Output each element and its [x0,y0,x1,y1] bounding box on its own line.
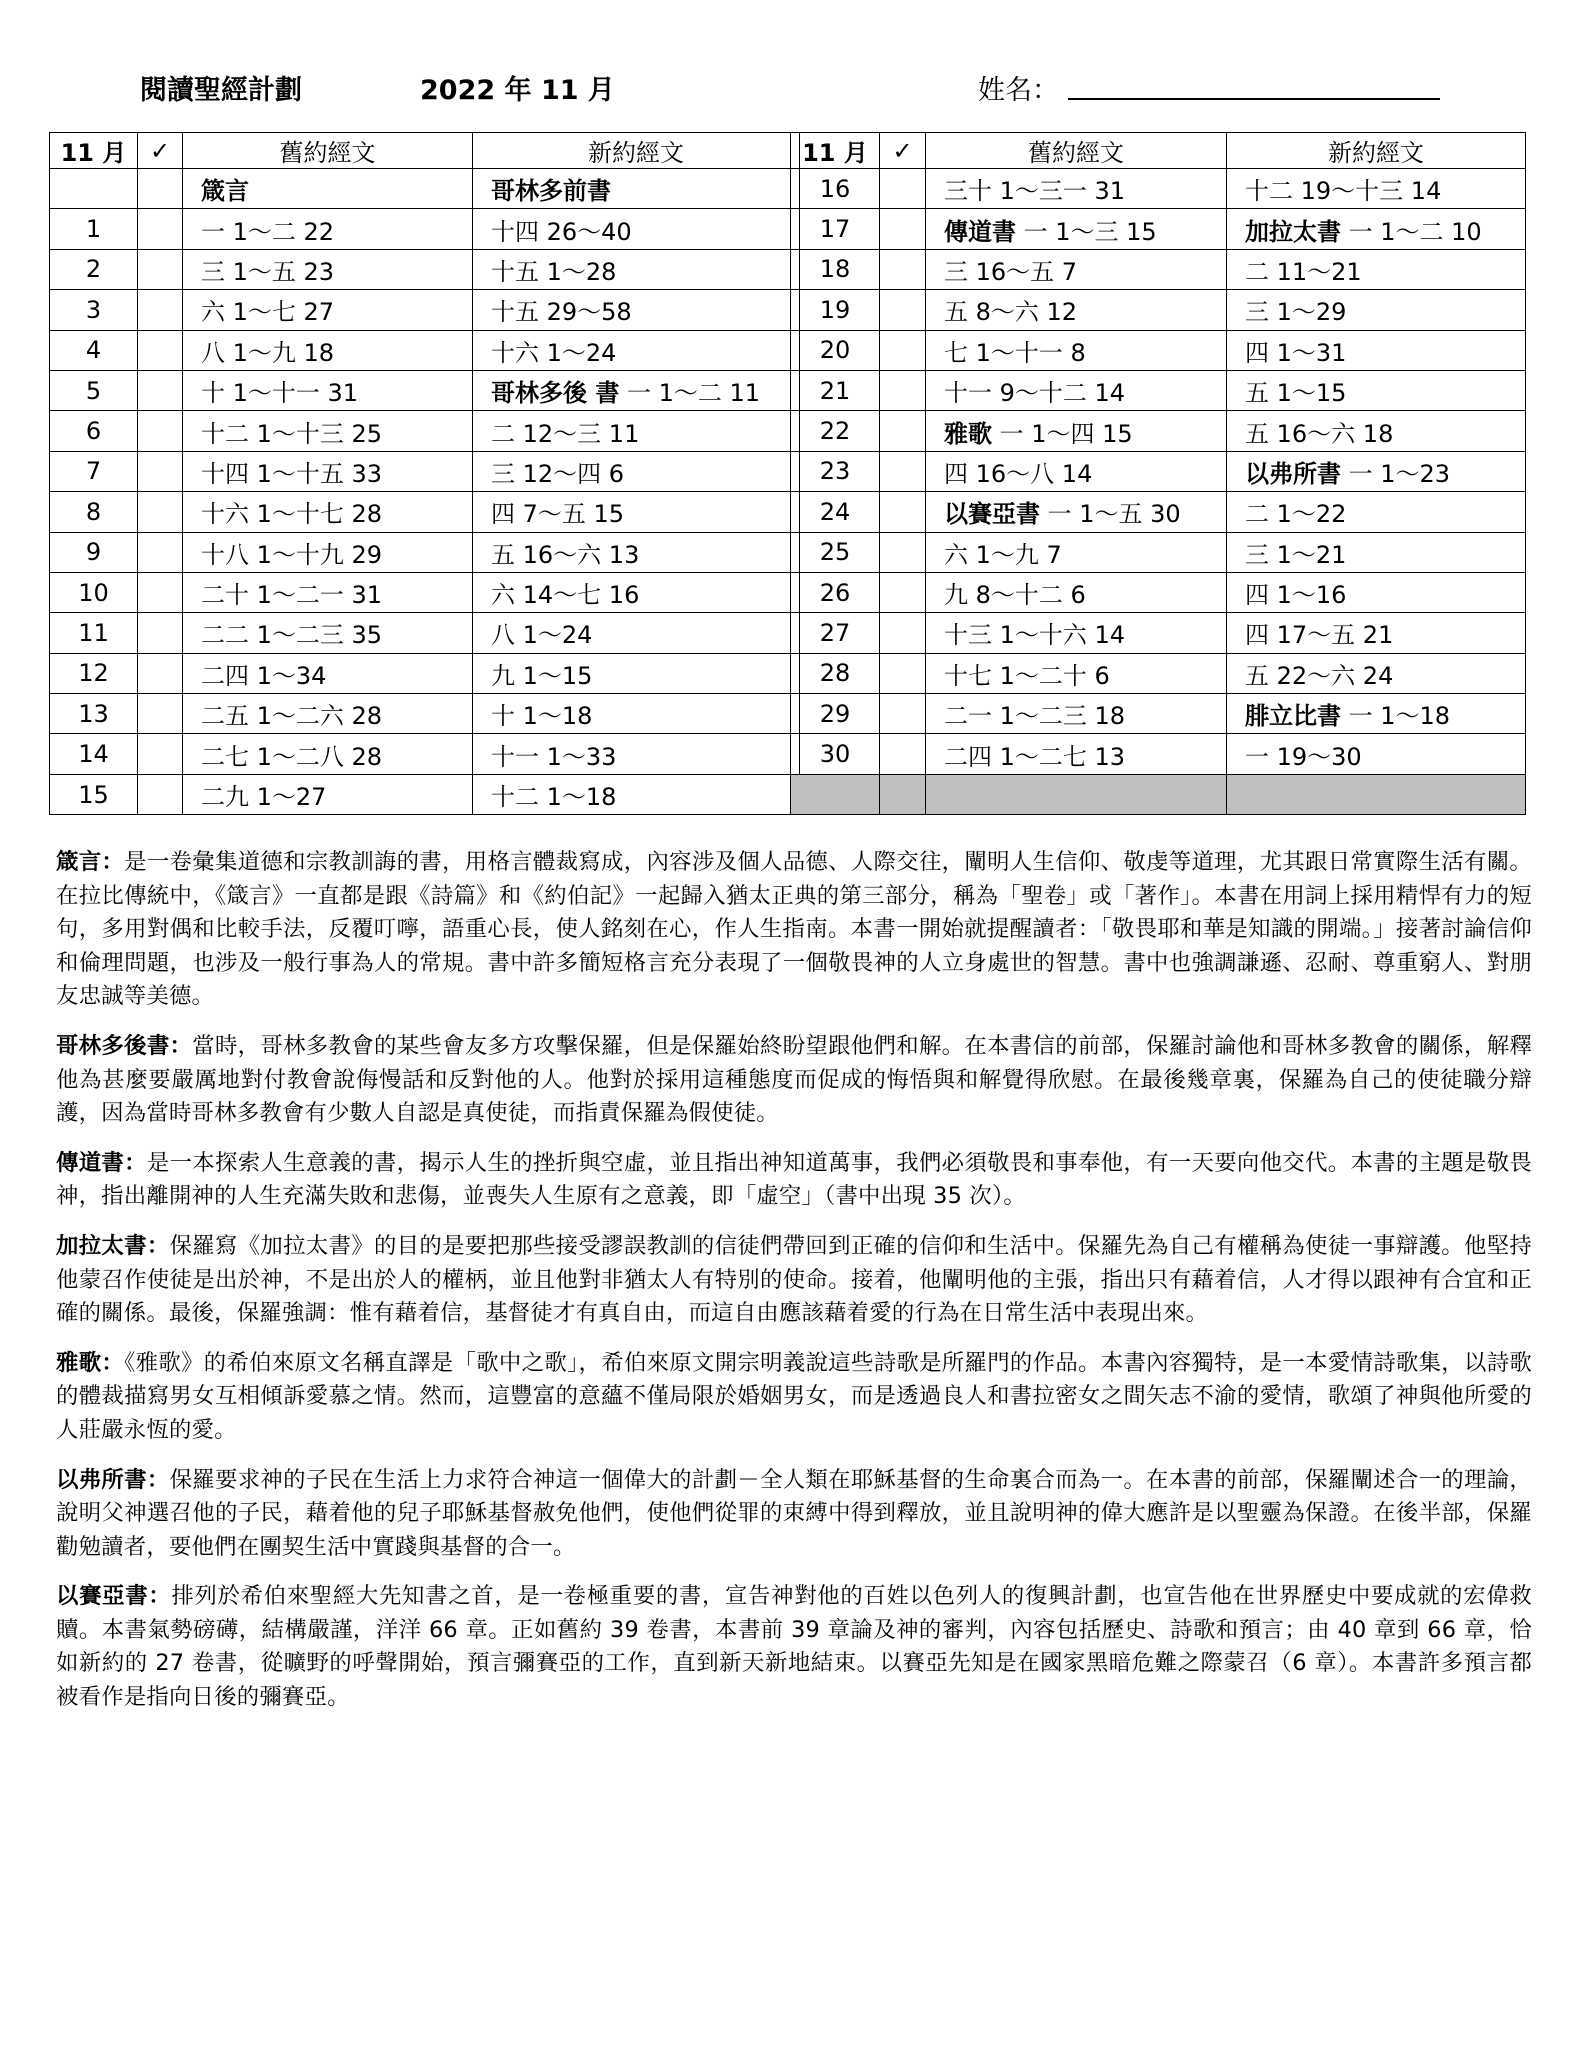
table-row [791,572,1526,612]
new-testament-cell [473,734,800,774]
old-testament-cell [183,370,473,410]
new-testament-cell [473,613,800,653]
ot-passage: 六 1～九 7 [944,540,1062,569]
nt-passage: 十 1～18 [491,702,593,731]
check-box[interactable] [880,613,926,653]
header-month: 11 月 [50,133,138,169]
nt-book-name: 以弗所書 [1245,459,1341,488]
nt-passage: 哥林多前書 [491,177,611,206]
nt-passage: 四 17～五 21 [1245,621,1394,650]
ot-passage: 二九 1～27 [201,783,327,812]
intro-separator: ： [146,1466,170,1493]
table-row [50,411,800,451]
header-month: 11 月 [791,133,880,169]
table-row [791,694,1526,734]
nt-passage: 五 1～15 [1245,379,1347,408]
new-testament-cell [473,209,800,249]
nt-passage: 四 1～31 [1245,338,1347,367]
table-row [50,774,800,814]
ot-passage: 二十 1～二一 31 [201,581,383,610]
ot-passage: 六 1～七 27 [201,298,335,327]
check-box[interactable] [880,249,926,289]
check-box[interactable] [880,492,926,532]
table-row [50,572,800,612]
new-testament-cell [473,532,800,572]
old-testament-cell [183,613,473,653]
table-row [50,249,800,289]
table-row [791,492,1526,532]
nt-passage: 三 1～29 [1245,298,1347,327]
intro-paragraph [56,1030,1532,1131]
check-box[interactable] [880,653,926,693]
table-row [791,451,1526,491]
day-cell: 22 [791,411,880,451]
ot-passage: 二四 1～34 [201,661,327,690]
nt-passage: 十四 26～40 [491,217,632,246]
day-cell: 14 [50,734,138,774]
ot-passage: 二二 1～二三 35 [201,621,383,650]
check-box[interactable] [138,451,183,491]
ot-passage: 十四 1～十五 33 [201,459,383,488]
nt-passage: 一 19～30 [1245,742,1362,771]
check-box[interactable] [138,694,183,734]
old-testament-cell [183,209,473,249]
day-cell: 8 [50,492,138,532]
ot-passage: 二七 1～二八 28 [201,742,383,771]
nt-passage: 五 16～六 13 [491,540,640,569]
ot-passage: 十 1～十一 31 [201,379,359,408]
old-testament-cell [926,734,1227,774]
ot-passage: 五 8～六 12 [944,298,1078,327]
day-cell: 23 [791,451,880,491]
day-cell: 9 [50,532,138,572]
day-cell: 27 [791,613,880,653]
ot-passage: 十二 1～十三 25 [201,419,383,448]
new-testament-cell [473,411,800,451]
intro-paragraph [56,1230,1532,1331]
nt-passage: 四 7～五 15 [491,500,625,529]
table-row [791,532,1526,572]
check-box[interactable] [138,169,183,209]
old-testament-cell [183,330,473,370]
table-row [50,290,800,330]
day-cell: 12 [50,653,138,693]
intro-text: 當時，哥林多教會的某些會友多方攻擊保羅，但是保羅始終盼望跟他們和解。在本書信的前部，保羅討論他和哥林多教會的關係，解釋他為甚麼要嚴厲地對付教會說侮慢話和反對他的人。他對於採用這種態度而促成的悔悟與和解覺得欣慰。在最後幾章裏，保羅為自己的使徒職分辯護，因為當時哥林多教會有少數人自認是真使徒，而指責保羅為假使徒。 [56,1032,1532,1127]
table-row [50,209,800,249]
nt-passage: 五 16～六 18 [1245,419,1394,448]
intro-separator: ： [101,1349,125,1376]
nt-passage-rest: 一 1～二 11 [619,379,761,408]
ot-passage: 一 1～二 22 [201,217,335,246]
old-testament-cell [926,653,1227,693]
table-row [791,330,1526,370]
new-testament-cell [1227,734,1526,774]
intro-separator: ： [148,1583,172,1610]
check-box[interactable] [138,572,183,612]
intro-text: 《雅歌》的希伯來原文名稱直譯是「歌中之歌」，希伯來原文開宗明義說這些詩歌是所羅門的作品。本書內容獨特，是一本愛情詩歌集，以詩歌的體裁描寫男女互相傾訴愛慕之情。然而，這豐富的意蘊不僅局限於婚姻男女，而是透過良人和書拉密女之間矢志不渝的愛情，歌頌了神與他所愛的人莊嚴永恆的愛。 [56,1349,1533,1443]
old-testament-cell [926,290,1227,330]
intro-book-title: 傳道書 [56,1149,125,1176]
new-testament-cell [1227,330,1526,370]
ot-passage: 二四 1～二七 13 [944,742,1126,771]
day-cell: 3 [50,290,138,330]
empty-cell [791,774,880,814]
table-row [791,734,1526,774]
check-box[interactable] [880,330,926,370]
nt-passage: 九 1～15 [491,661,593,690]
table-row [50,613,800,653]
day-cell: 10 [50,572,138,612]
check-box[interactable] [880,734,926,774]
ot-book-name: 以賽亞書 [944,500,1040,529]
new-testament-cell [473,653,800,693]
intro-separator: ： [169,1032,193,1059]
old-testament-cell [926,532,1227,572]
old-testament-cell [926,492,1227,532]
day-cell: 28 [791,653,880,693]
old-testament-cell [183,492,473,532]
ot-passage: 二五 1～二六 28 [201,702,383,731]
ot-passage: 八 1～九 18 [201,338,335,367]
day-cell: 1 [50,209,138,249]
ot-passage: 十七 1～二十 6 [944,661,1110,690]
check-box[interactable] [880,411,926,451]
new-testament-cell [1227,249,1526,289]
new-testament-cell [1227,169,1526,209]
day-cell: 7 [50,451,138,491]
table-row-empty [791,774,1526,814]
day-cell: 21 [791,370,880,410]
nt-passage: 五 22～六 24 [1245,661,1394,690]
day-cell: 13 [50,694,138,734]
table-row [50,492,800,532]
day-cell: 20 [791,330,880,370]
table-row [50,451,800,491]
day-cell: 2 [50,249,138,289]
intro-book-title: 箴言 [56,849,102,875]
check-box[interactable] [138,734,183,774]
check-box[interactable] [138,613,183,653]
empty-cell [926,774,1227,814]
nt-passage: 二 11～21 [1245,257,1362,286]
reading-table-right [790,132,1526,815]
table-row [791,249,1526,289]
check-box[interactable] [880,572,926,612]
nt-book-name: 哥林多後 書 [491,379,620,408]
check-box[interactable] [880,169,926,209]
new-testament-cell [1227,653,1526,693]
check-box[interactable] [138,249,183,289]
check-box[interactable] [880,451,926,491]
reading-table-left [49,132,800,815]
new-testament-cell [1227,290,1526,330]
nt-passage: 六 14～七 16 [491,581,640,610]
intro-text: 保羅要求神的子民在生活上力求符合神這一個偉大的計劃－全人類在耶穌基督的生命裏合而為一。在本書的前部，保羅闡述合一的理論，說明父神選召他的子民，藉着他的兒子耶穌基督赦免他們，使他們從罪的束縛中得到釋放，並且說明神的偉大應許是以聖靈為保證。在後半部，保羅勸勉讀者，要他們在團契生活中實踐與基督的合一。 [56,1466,1532,1560]
intro-text: 是一本探索人生意義的書，揭示人生的挫折與空虛，並且指出神知道萬事，我們必須敬畏和事奉他，有一天要向他交代。本書的主題是敬畏神，指出離開神的人生充滿失敗和悲傷，並喪失人生原有之意義，即「虛空」（書中出現 35 次）。 [56,1149,1533,1210]
nt-passage: 一 1～二 10 [1341,217,1482,246]
old-testament-cell [183,734,473,774]
new-testament-cell [473,169,800,209]
header-old-testament: 舊約經文 [926,133,1227,169]
table-row [50,653,800,693]
new-testament-cell [473,290,800,330]
table-row [791,209,1526,249]
name-field-line[interactable] [1068,98,1440,100]
new-testament-cell [1227,451,1526,491]
table-row [50,169,800,209]
check-box[interactable] [880,370,926,410]
intro-separator: ： [146,1232,170,1259]
empty-cell [1227,774,1526,814]
ot-book-name: 雅歌 [944,419,992,448]
check-box[interactable] [138,411,183,451]
ot-passage: 一 1～三 15 [1016,217,1157,246]
intro-paragraph [56,846,1532,1014]
old-testament-cell [926,330,1227,370]
day-cell: 4 [50,330,138,370]
intro-text: 排列於希伯來聖經大先知書之首，是一卷極重要的書，宣告神對他的百姓以色列人的復興計劃，也宣告他在世界歷史中要成就的宏偉救贖。本書氣勢磅礡，結構嚴謹，洋洋 66 章。正如舊約 39 卷書，本書前 39 章論及神的審判，內容包括歷史、詩歌和預言；由 40 章到 66 章，恰如新約的 27 卷書，從曠野的呼聲開始，預言彌賽亞的工作，直到新天新地結束。以賽亞先知是在國家黑暗危難之際蒙召（6 章）。本書許多預言都被看作是指向日後的彌賽亞。 [56,1583,1532,1711]
old-testament-cell [183,290,473,330]
new-testament-cell [473,572,800,612]
new-testament-cell [1227,694,1526,734]
table-row [50,370,800,410]
intro-paragraph [56,1464,1532,1565]
intro-book-title: 雅歌 [56,1349,102,1376]
nt-passage: 八 1～24 [491,621,593,650]
nt-passage [491,379,760,407]
new-testament-cell [1227,532,1526,572]
check-box[interactable] [880,532,926,572]
table-row [791,653,1526,693]
intro-paragraph [56,1580,1532,1714]
ot-passage: 十八 1～十九 29 [201,540,383,569]
header-new-testament: 新約經文 [473,133,800,169]
ot-passage: 三十 1～三一 31 [944,177,1126,206]
nt-passage: 三 12～四 6 [491,459,625,488]
old-testament-cell [183,451,473,491]
table-header-row [50,133,800,169]
ot-passage: 十一 9～十二 14 [944,379,1126,408]
table-header-row [791,133,1526,169]
header-new-testament: 新約經文 [1227,133,1526,169]
old-testament-cell [926,694,1227,734]
day-cell [50,169,138,209]
intro-book-title: 以賽亞書 [56,1583,149,1610]
check-box[interactable] [880,290,926,330]
nt-book-name: 加拉太書 [1245,217,1341,246]
check-box[interactable] [138,330,183,370]
intro-separator: ： [101,849,125,875]
day-cell: 24 [791,492,880,532]
table-row [50,330,800,370]
new-testament-cell [473,774,800,814]
ot-passage: 四 16～八 14 [944,459,1093,488]
day-cell: 6 [50,411,138,451]
ot-passage: 一 1～四 15 [992,419,1133,448]
nt-passage: 二 12～三 11 [491,419,640,448]
day-cell: 17 [791,209,880,249]
old-testament-cell [926,370,1227,410]
day-cell: 19 [791,290,880,330]
old-testament-cell [926,572,1227,612]
old-testament-cell [183,169,473,209]
nt-passage: 十五 29～58 [491,298,632,327]
table-row [50,532,800,572]
check-box[interactable] [880,209,926,249]
new-testament-cell [1227,572,1526,612]
check-box[interactable] [138,653,183,693]
old-testament-cell [183,653,473,693]
nt-passage: 四 1～16 [1245,581,1347,610]
header-old-testament: 舊約經文 [183,133,473,169]
intro-paragraph [56,1347,1532,1448]
plan-month: 2022 年 11 月 [420,75,615,106]
day-cell: 25 [791,532,880,572]
new-testament-cell [1227,613,1526,653]
book-introductions [56,846,1532,1731]
nt-passage: 十五 1～28 [491,257,617,286]
nt-book-name: 腓立比書 [1245,702,1341,731]
nt-passage: 一 1～23 [1341,459,1451,488]
old-testament-cell [926,451,1227,491]
nt-passage: 二 1～22 [1245,500,1347,529]
nt-passage: 十六 1～24 [491,338,617,367]
new-testament-cell [473,249,800,289]
new-testament-cell [1227,411,1526,451]
check-box[interactable] [138,492,183,532]
header-check-icon: ✓ [138,133,183,169]
ot-passage: 箴言 [201,177,249,206]
header-check-icon: ✓ [880,133,926,169]
ot-passage: 一 1～五 30 [1040,500,1181,529]
old-testament-cell [183,249,473,289]
day-cell: 5 [50,370,138,410]
ot-passage: 三 1～五 23 [201,257,335,286]
intro-separator: ： [124,1149,147,1176]
old-testament-cell [183,572,473,612]
new-testament-cell [473,330,800,370]
old-testament-cell [183,411,473,451]
check-box[interactable] [138,370,183,410]
table-row [791,169,1526,209]
table-row [791,290,1526,330]
ot-passage: 二一 1～二三 18 [944,702,1126,731]
ot-passage: 三 16～五 7 [944,257,1078,286]
day-cell: 16 [791,169,880,209]
day-cell: 30 [791,734,880,774]
page-title: 閱讀聖經計劃 [140,75,302,106]
new-testament-cell [1227,492,1526,532]
nt-passage: 三 1～21 [1245,540,1347,569]
old-testament-cell [926,209,1227,249]
nt-passage: 十二 19～十三 14 [1245,177,1442,206]
new-testament-cell [473,694,800,734]
table-row [50,734,800,774]
old-testament-cell [926,613,1227,653]
day-cell: 26 [791,572,880,612]
old-testament-cell [926,411,1227,451]
check-box[interactable] [138,209,183,249]
day-cell: 11 [50,613,138,653]
ot-passage: 九 8～十二 6 [944,581,1086,610]
ot-passage: 十六 1～十七 28 [201,500,383,529]
ot-passage: 七 1～十一 8 [944,338,1086,367]
old-testament-cell [926,169,1227,209]
ot-book-name: 傳道書 [944,217,1016,246]
new-testament-cell [1227,209,1526,249]
table-row [791,613,1526,653]
check-box[interactable] [880,694,926,734]
old-testament-cell [183,532,473,572]
intro-text: 是一卷彙集道德和宗教訓誨的書，用格言體裁寫成，內容涉及個人品德、人際交往，闡明人生信仰、敬虔等道理，尤其跟日常實際生活有關。在拉比傳統中，《箴言》一直都是跟《詩篇》和《約伯記》一起歸入猶太正典的第三部分，稱為「聖卷」或「著作」。本書在用詞上採用精悍有力的短句，多用對偶和比較手法，反覆叮嚀，語重心長，使人銘刻在心，作人生指南。本書一開始就提醒讀者：「敬畏耶和華是知識的開端。」接著討論信仰和倫理問題，也涉及一般行事為人的常規。書中許多簡短格言充分表現了一個敬畏神的人立身處世的智慧。書中也強調謙遜、忍耐、尊重窮人、對朋友忠誠等美德。 [56,849,1532,1010]
nt-passage: 十二 1～18 [491,783,617,812]
day-cell: 29 [791,694,880,734]
new-testament-cell [473,451,800,491]
day-cell: 18 [791,249,880,289]
name-label: 姓名： [978,75,1059,106]
nt-passage: 一 1～18 [1341,702,1451,731]
nt-passage: 十一 1～33 [491,742,617,771]
check-box[interactable] [138,774,183,814]
table-row [791,370,1526,410]
check-box[interactable] [138,290,183,330]
table-row [791,411,1526,451]
intro-book-title: 哥林多後書 [56,1032,170,1059]
new-testament-cell [473,370,800,410]
intro-paragraph [56,1147,1532,1214]
page-header [0,68,1583,112]
new-testament-cell [473,492,800,532]
intro-book-title: 以弗所書 [56,1466,147,1493]
table-row [50,694,800,734]
empty-cell [880,774,926,814]
old-testament-cell [183,694,473,734]
intro-text: 保羅寫《加拉太書》的目的是要把那些接受謬誤教訓的信徒們帶回到正確的信仰和生活中。保羅先為自己有權稱為使徒一事辯護。他堅持他蒙召作使徒是出於神，不是出於人的權柄，並且他對非猶太人有特別的使命。接着，他闡明他的主張，指出只有藉着信，人才得以跟神有合宜和正確的關係。最後，保羅強調：惟有藉着信，基督徒才有真自由，而這自由應該藉着愛的行為在日常生活中表現出來。 [56,1232,1532,1327]
old-testament-cell [926,249,1227,289]
check-box[interactable] [138,532,183,572]
day-cell: 15 [50,774,138,814]
old-testament-cell [183,774,473,814]
intro-book-title: 加拉太書 [56,1232,147,1259]
ot-passage: 十三 1～十六 14 [944,621,1126,650]
new-testament-cell [1227,370,1526,410]
